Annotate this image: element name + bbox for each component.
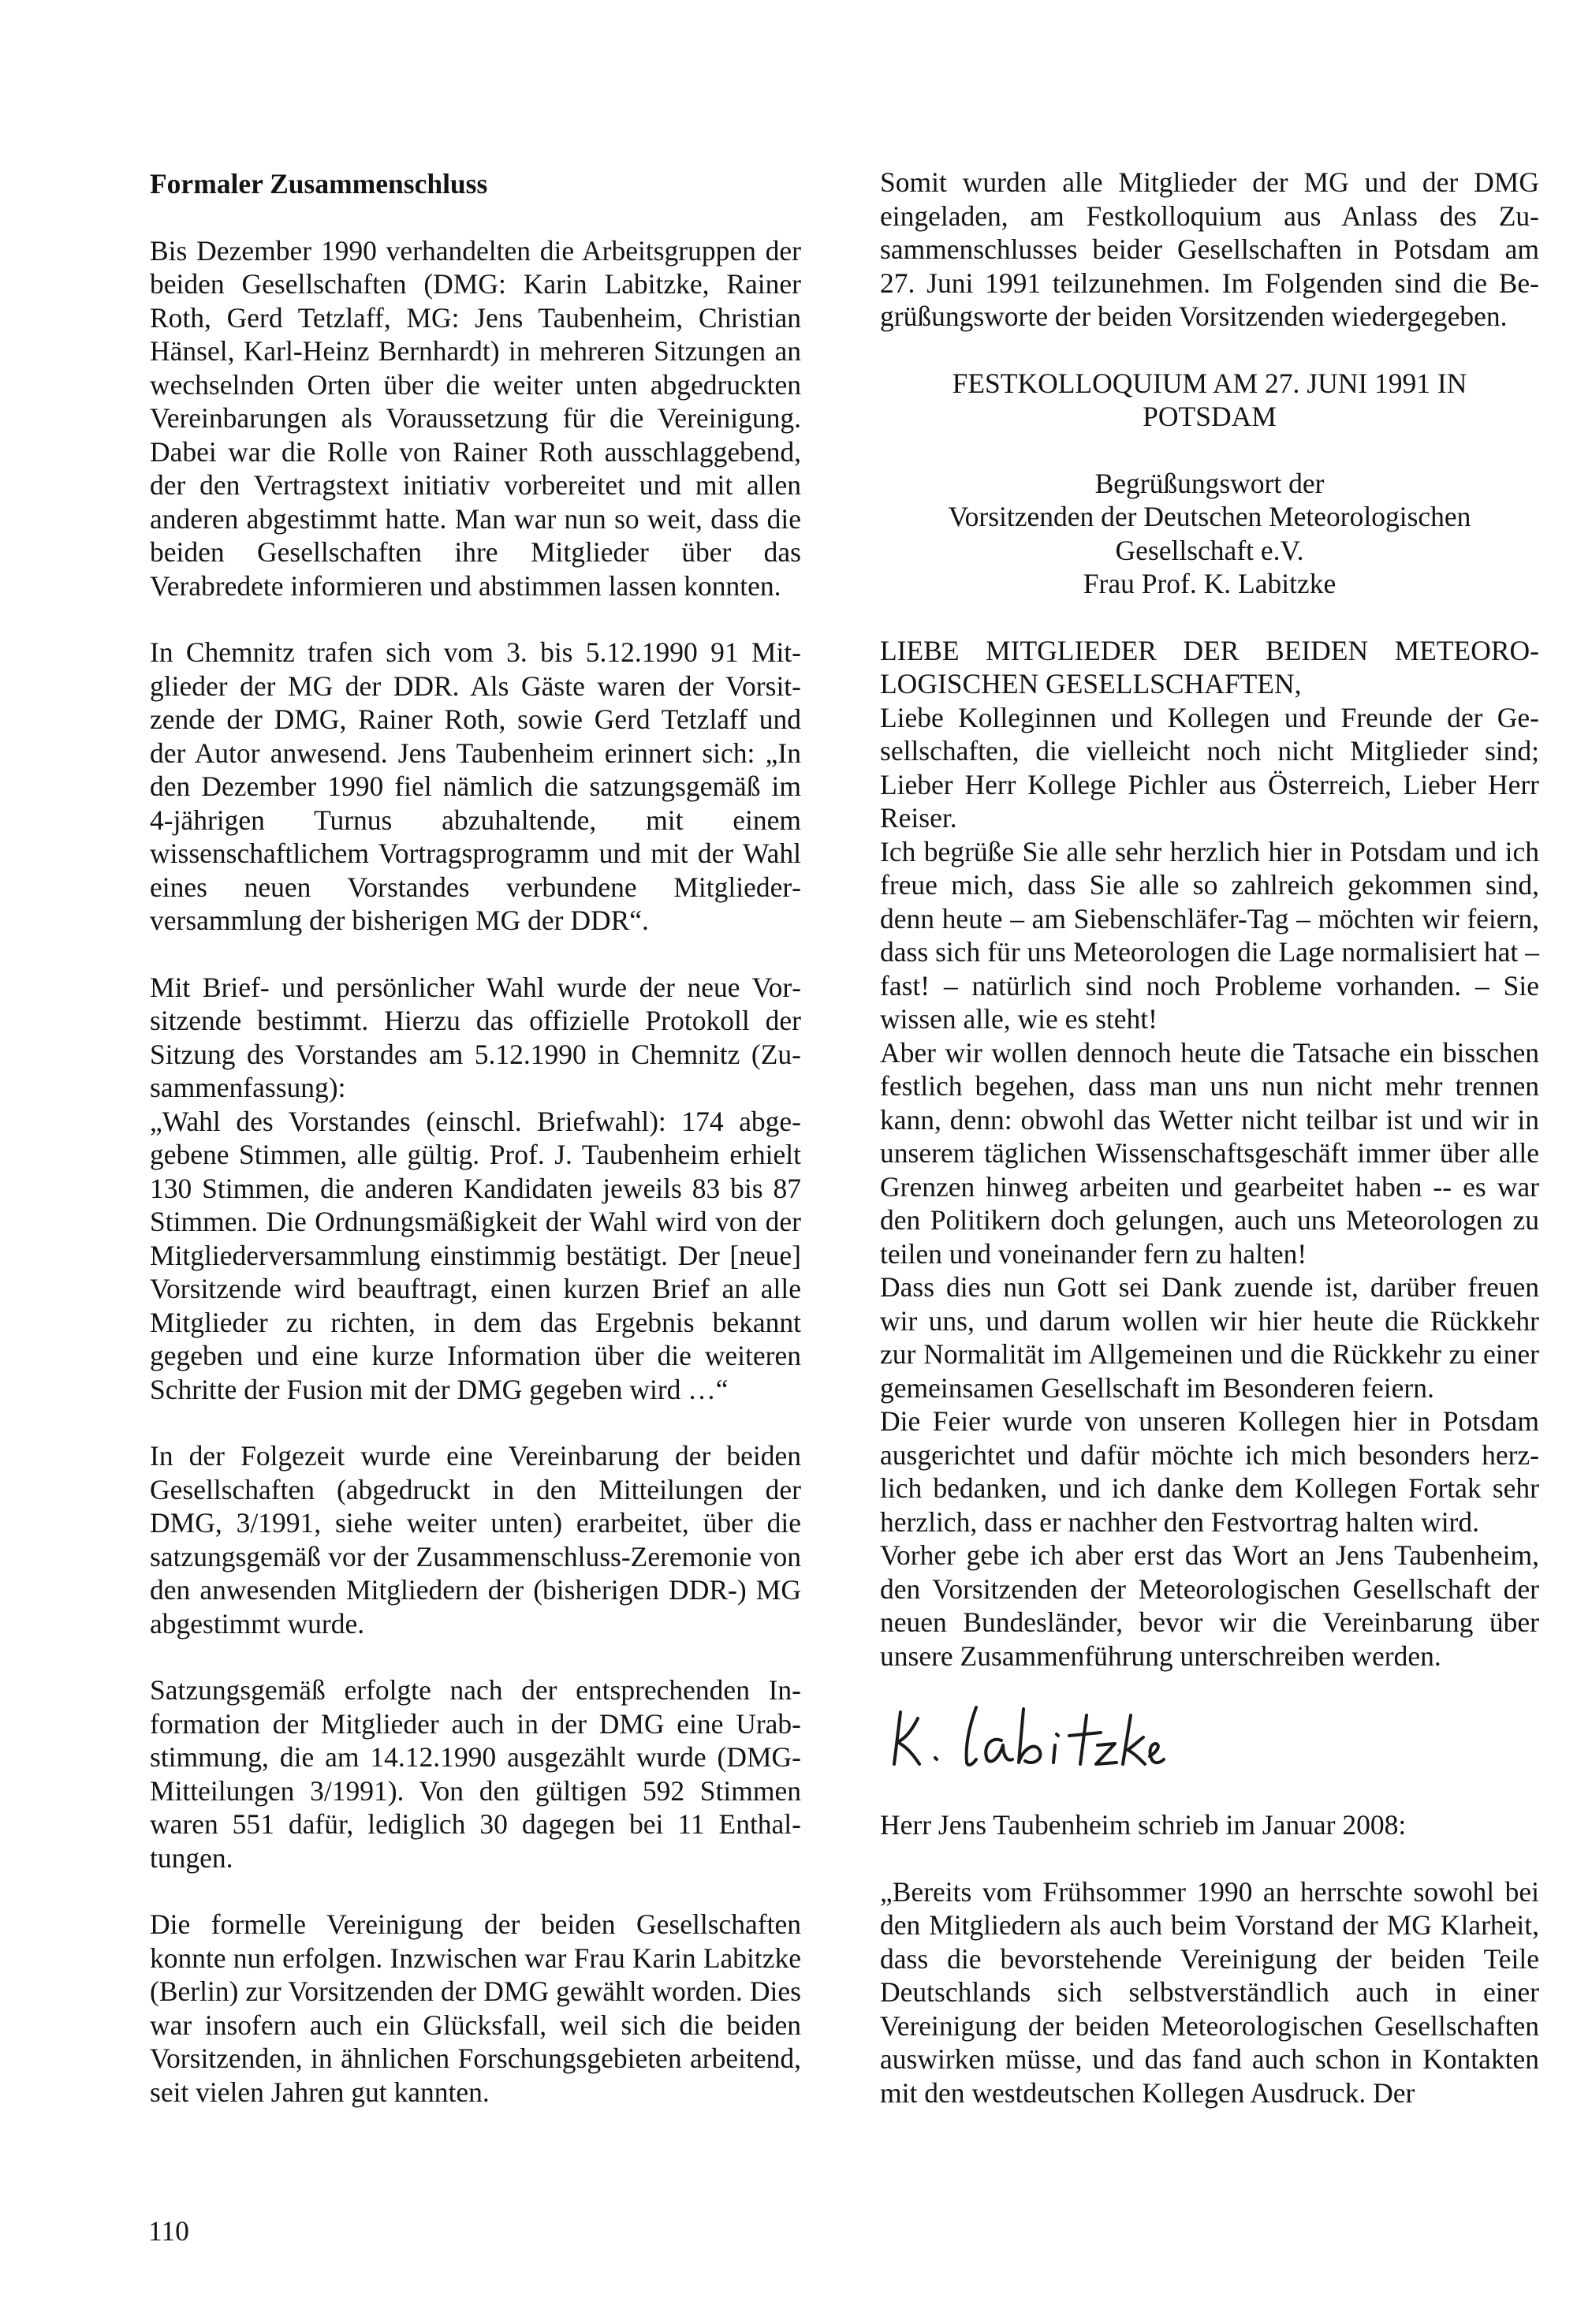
section-heading: Formaler Zusammenschluss <box>150 168 488 200</box>
greeting-line: Gesellschaft e.V. <box>1115 534 1304 566</box>
greeting-line: Vorsitzenden der Deutschen Meteorologischen <box>948 501 1471 532</box>
festkolloquium-title: FESTKOLLOQUIUM AM 27. JUNI 1991 IN POTSDAM <box>952 367 1467 432</box>
paragraph-protocol-quote: „Wahl des Vorstandes (einschl. Briefwahl): 174 abgegebene Stimmen, alle gültig. Prof. J. Taubenheim erhielt 130 Stimmen, die anderen Kandidaten jeweils 83 bis 87 Stimmen. Die Ordnungsmäßigkeit der Wahl wird von der Mitgliederversammlung einstimmig bestätigt. Der [neue] Vorsitzende wird beauftragt, einen kurzen Brief an alle Mitglieder zu richten, in dem das Ergebnis bekannt gegeben und eine kurze Information über die weiteren Schritte der Fusion mit der DMG gegeben wird …“ <box>150 1105 801 1405</box>
greeting-header <box>880 467 1539 601</box>
right-column <box>880 166 1539 2110</box>
paragraph-unification: Die formelle Vereinigung der beiden Gesellschaften konnte nun erfolgen. Inzwischen war Frau Karin Labitzke (Berlin) zur Vorsitzenden der DMG gewählt worden. Dies war insofern auch ein Glücksfall, weil sich die beiden Vorsitzenden, in ähnlichen Forschungsgebieten arbeitend, seit vielen Jahren gut kannten. <box>150 1908 801 2108</box>
page-number: 110 <box>148 2215 189 2247</box>
signature-drawing <box>883 1701 1167 1774</box>
paragraph-invitation: Somit wurden alle Mitglieder der MG und der DMG eingeladen, am Festkolloquium aus Anlass des Zusammenschlusses beider Gesellschaften in Potsdam am 27. Juni 1991 teilzunehmen. Im Folgenden sind die Begrüßungsworte der beiden Vorsitzenden wiedergegeben. <box>880 166 1539 332</box>
paragraph-vote: Satzungsgemäß erfolgte nach der entsprechenden Information der Mitglieder auch in der DMG eine Urabstimmung, die am 14.12.1990 ausgezählt wurde (DMG-Mitteilungen 3/1991). Von den gültigen 592 Stimmen waren 551 dafür, lediglich 30 dagegen bei 11 Enthaltungen. <box>150 1674 801 1874</box>
speech-paragraph: Dass dies nun Gott sei Dank zuende ist, darüber freuen wir uns, und darum wollen wir hier heute die Rückkehr zur Normalität im Allgemeinen und die Rückkehr zu einer gemeinsamen Gesellschaft im Besonderen feiern. <box>880 1271 1539 1404</box>
speech-paragraph: Ich begrüße Sie alle sehr herzlich hier in Potsdam und ich freue mich, dass Sie alle so zahlreich gekommen sind, denn heute – am Siebenschläfer-Tag – möchten wir feiern, dass sich für uns Meteorologen die Lage normalisiert hat – fast! – natürlich sind noch Probleme vorhanden. – Sie wissen alle, wie es steht! <box>880 835 1539 1035</box>
paragraph-taubenheim-intro: Herr Jens Taubenheim schrieb im Januar 2008: <box>880 1809 1407 1841</box>
paragraph-agreement: In der Folgezeit wurde eine Vereinbarung der beiden Gesellschaften (abgedruckt in den Mitteilungen der DMG, 3/1991, siehe weiter unten) erarbeitet, über die satzungsgemäß vor der Zusammenschluss-Zeremonie von den anwesenden Mitgliedern der (bisherigen DDR-) MG abgestimmt wurde. <box>150 1440 801 1639</box>
speech-paragraph: Vorher gebe ich aber erst das Wort an Jens Taubenheim, den Vorsitzenden der Meteorologischen Gesellschaft der neuen Bundesländer, bevor wir die Vereinbarung über unsere Zusammenführung unterschreiben werden. <box>880 1539 1539 1672</box>
greeting-line: Frau Prof. K. Labitzke <box>1083 568 1337 599</box>
handwritten-signature <box>880 1701 1539 1774</box>
greeting-line: Begrüßungswort der <box>1094 467 1325 499</box>
paragraph-taubenheim-quote: „Bereits vom Frühsommer 1990 an herrschte sowohl bei den Mitgliedern als auch beim Vorstand der MG Klarheit, dass die bevorstehende Vereinigung der beiden Teile Deutschlands sich selbstverständlich auch in einer Vereinigung der beiden Meteorologischen Gesellschaften auswirken müsse, und das fand auch schon in Kontakten mit den westdeutschen Kollegen Ausdruck. Der <box>880 1875 1539 2109</box>
speech-salutation: LIEBE MITGLIEDER DER BEIDEN METEOROLOGISCHEN GESELLSCHAFTEN, <box>880 634 1539 699</box>
paragraph-negotiations: Bis Dezember 1990 verhandelten die Arbeitsgruppen der beiden Gesellschaften (DMG: Karin Labitzke, Rainer Roth, Gerd Tetzlaff, MG: Jens Taubenheim, Christian Hänsel, Karl-Heinz Bernhardt) in mehreren Sitzungen an wechselnden Orten über die weiter unten abgedruckten Vereinbarungen als Voraussetzung für die Vereinigung. Dabei war die Rolle von Rainer Roth ausschlaggebend, der den Vertragstext initiativ vorbereitet und mit allen anderen abgestimmt hatte. Man war nun so weit, dass die beiden Gesellschaften ihre Mitglieder über das Verabredete informieren und abstimmen lassen konnten. <box>150 234 801 602</box>
speech-paragraph: Liebe Kolleginnen und Kollegen und Freunde der Gesellschaften, die vielleicht noch nicht Mitglieder sind; Lieber Herr Kollege Pichler aus Österreich, Lieber Herr Reiser. <box>880 701 1539 834</box>
speech-paragraph: Aber wir wollen dennoch heute die Tatsache ein bisschen festlich begehen, dass man uns nun nicht mehr trennen kann, denn: obwohl das Wetter nicht teilbar ist und wir in unserem täglichen Wissenschaftsgeschäft immer über alle Grenzen hinweg arbeiten und gearbeitet haben -- es war den Politikern doch gelungen, auch uns Meteorologen zu teilen und voneinander fern zu halten! <box>880 1036 1539 1270</box>
left-column <box>150 167 801 2109</box>
paragraph-chemnitz: In Chemnitz trafen sich vom 3. bis 5.12.1990 91 Mitglieder der MG der DDR. Als Gäste waren der Vorsitzende der DMG, Rainer Roth, sowie Gerd Tetzlaff und der Autor anwesend. Jens Taubenheim erinnert sich: „In den Dezember 1990 fiel nämlich die satzungsgemäß im 4-jährigen Turnus abzuhaltende, mit einem wissenschaftlichem Vortragsprogramm und mit der Wahl eines neuen Vorstandes verbundene Mitgliederversammlung der bisherigen MG der DDR“. <box>150 636 801 936</box>
speech-paragraph: Die Feier wurde von unseren Kollegen hier in Potsdam ausgerichtet und dafür möchte ich mich besonders herzlich bedanken, und ich danke dem Kollegen Fortak sehr herzlich, dass er nachher den Festvortrag halten wird. <box>880 1405 1539 1538</box>
paragraph-election: Mit Brief- und persönlicher Wahl wurde der neue Vorsitzende bestimmt. Hierzu das offizielle Protokoll der Sitzung des Vorstandes am 5.12.1990 in Chemnitz (Zusammenfassung): <box>150 971 801 1103</box>
